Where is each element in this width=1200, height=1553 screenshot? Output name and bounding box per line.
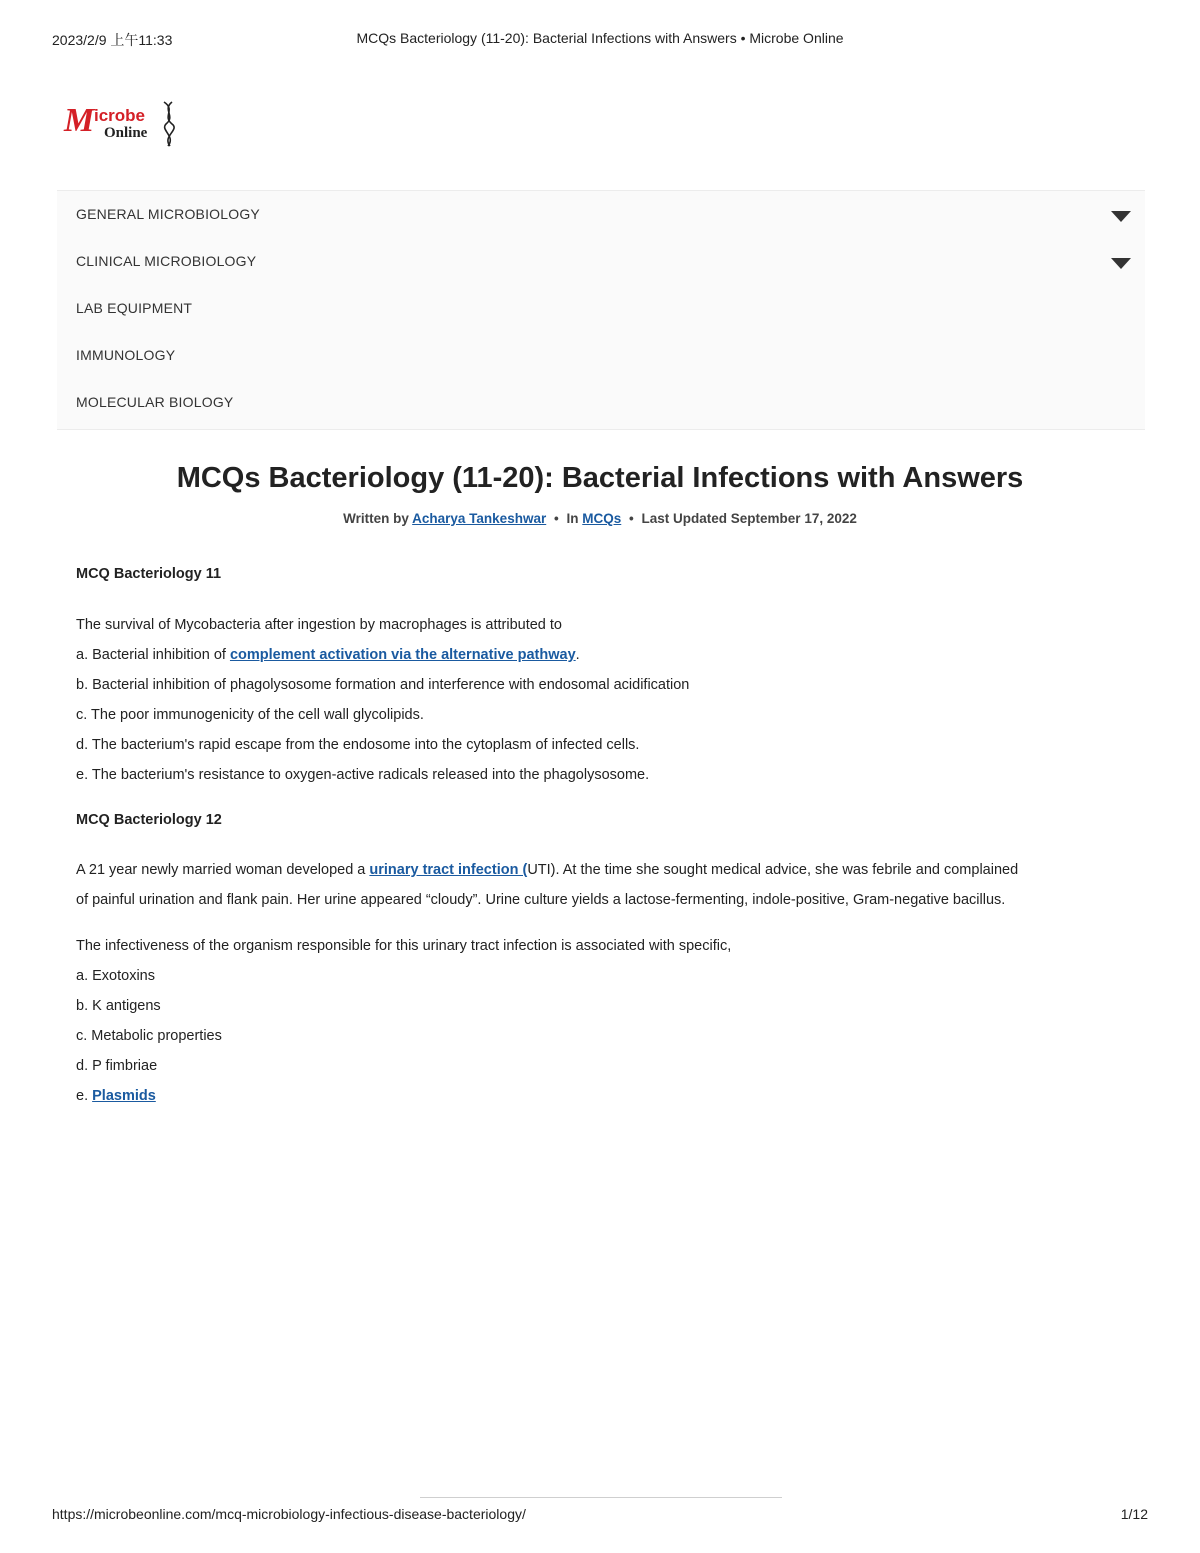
question-heading: MCQ Bacteriology 12 [76, 812, 222, 828]
option-a: a. Exotoxins [76, 968, 155, 984]
logo-word-online: Online [104, 125, 148, 141]
question-stem: The survival of Mycobacteria after ingestion by macrophages is attributed to [76, 617, 562, 633]
category-link[interactable]: MCQs [582, 511, 622, 526]
nav-item-label: IMMUNOLOGY [76, 347, 176, 363]
print-date: 2023/2/9 上午11:33 [52, 32, 173, 48]
spacer [76, 832, 1136, 855]
stem-text: UTI). At the time she sought medical advice, she was febrile and complained [527, 862, 1019, 878]
urinary-tract-infection-link[interactable]: urinary tract infection ( [369, 862, 528, 878]
option-b: b. K antigens [76, 998, 161, 1014]
author-link[interactable]: Acharya Tankeshwar [412, 511, 547, 526]
nav-item-label: MOLECULAR BIOLOGY [76, 394, 234, 410]
meta-separator: • [629, 511, 634, 526]
spacer [76, 586, 1136, 610]
option-b: b. Bacterial inhibition of phagolysosome formation and interference with endosomal acidification [76, 677, 690, 693]
option-d: d. P fimbriae [76, 1058, 158, 1074]
main-navigation [57, 190, 1145, 430]
meta-separator: • [553, 511, 559, 526]
option-c: c. Metabolic properties [76, 1028, 222, 1044]
nav-item-molecular-biology[interactable] [57, 379, 1145, 426]
article-body [76, 566, 1136, 1111]
footer-divider [420, 1497, 782, 1498]
option-e: e. The bacterium's resistance to oxygen-active radicals released into the phagolysosome. [76, 767, 650, 783]
nav-item-general-microbiology[interactable] [57, 191, 1145, 238]
option-text: . [575, 647, 580, 663]
meta-updated: Last Updated September 17, 2022 [641, 511, 857, 526]
nav-item-immunology[interactable] [57, 332, 1145, 379]
option-a [76, 640, 1136, 670]
logo-word-microbe: icrobe [94, 106, 146, 125]
spacer [76, 790, 1136, 812]
article-title: MCQs Bacteriology (11-20): Bacterial Infections with Answers [176, 462, 1024, 494]
logo-letter: M [64, 102, 93, 139]
option-text: e. [76, 1088, 93, 1104]
site-logo[interactable] [64, 98, 184, 148]
nav-item-label: GENERAL MICROBIOLOGY [76, 206, 260, 222]
question-heading: MCQ Bacteriology 11 [76, 566, 222, 582]
spacer [76, 915, 1136, 931]
dropdown-caret-icon[interactable] [1111, 258, 1131, 269]
nav-item-label: CLINICAL MICROBIOLOGY [76, 253, 257, 269]
dna-helix-icon [158, 100, 180, 148]
print-header [52, 30, 1148, 50]
dropdown-caret-icon[interactable] [1111, 211, 1131, 222]
plasmids-link[interactable]: Plasmids [92, 1088, 156, 1104]
page-number: 1/12 [1120, 1506, 1148, 1522]
print-title: MCQs Bacteriology (11-20): Bacterial Infections with Answers • Microbe Online [356, 30, 844, 46]
nav-item-lab-equipment[interactable] [57, 285, 1145, 332]
question-stem [76, 855, 1136, 885]
option-c: c. The poor immunogenicity of the cell wall glycolipids. [76, 707, 424, 723]
article-meta [0, 511, 1200, 526]
option-d: d. The bacterium's rapid escape from the endosome into the cytoplasm of infected cells. [76, 737, 640, 753]
stem-text: A 21 year newly married woman developed a [76, 862, 370, 878]
nav-item-label: LAB EQUIPMENT [76, 300, 193, 316]
nav-item-clinical-microbiology[interactable] [57, 238, 1145, 285]
option-text: a. Bacterial inhibition of [76, 647, 230, 663]
complement-activation-link[interactable]: complement activation via the alternative pathway [229, 647, 576, 663]
meta-written-by: Written by [343, 511, 409, 526]
meta-in: In [566, 511, 579, 526]
option-e [76, 1081, 1136, 1111]
question-prompt: The infectiveness of the organism responsible for this urinary tract infection is associated with specific, [76, 938, 732, 954]
question-stem-continued: of painful urination and flank pain. Her urine appeared “cloudy”. Urine culture yields a lactose-fermenting, indole-positive, Gram-negative bacillus. [76, 892, 1006, 908]
page-url: https://microbeonline.com/mcq-microbiology-infectious-disease-bacteriology/ [52, 1506, 526, 1522]
